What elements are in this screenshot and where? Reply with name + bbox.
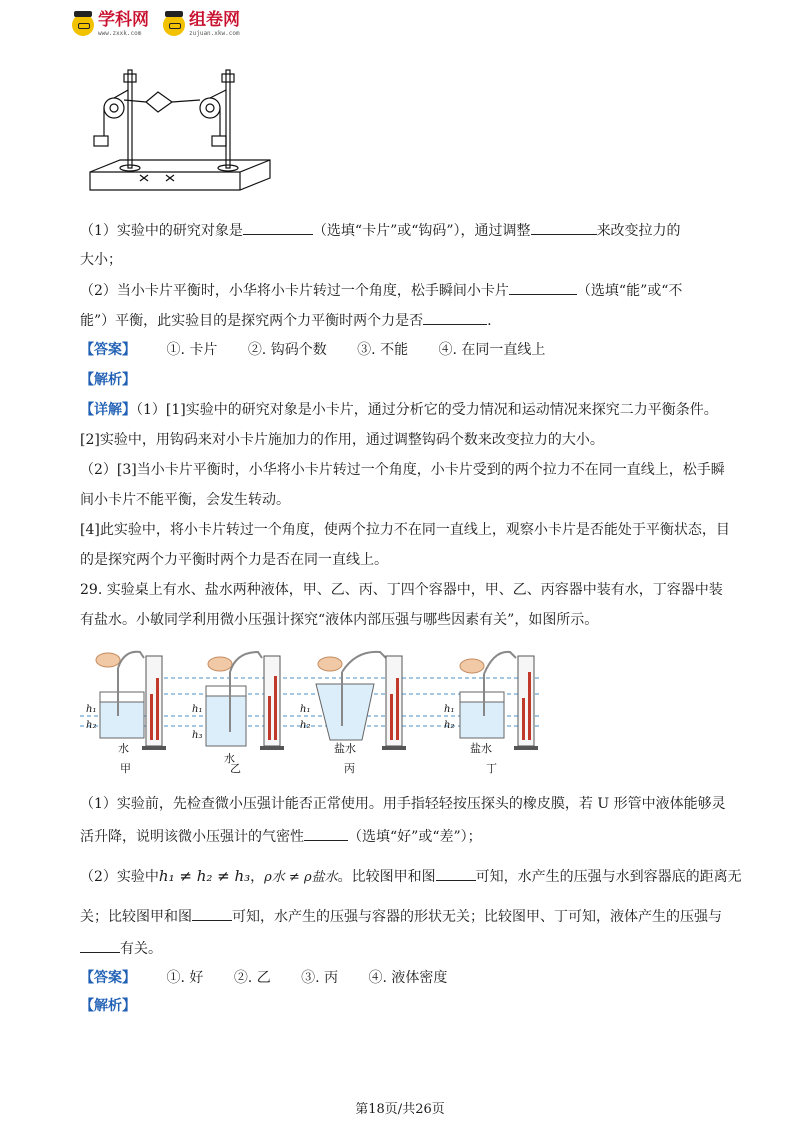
h2-label: h₂ — [86, 720, 97, 731]
q28-p2-text-c: 能”）平衡，此实验目的是探究两个力平衡时两个力是否 — [80, 313, 424, 329]
h1-label: h₁ — [192, 704, 203, 715]
figure-label: 丁 — [486, 762, 497, 775]
q29-p2-text-c: 可知，水产生的压强与水到容器底的距离无 — [475, 869, 742, 885]
q29-p2-text-b: 。比较图甲和图 — [337, 869, 436, 885]
figure-label: 乙 — [230, 762, 241, 775]
q29-p3-text-b: 可知，水产生的压强与容器的形状无关；比较图甲、丁可知，液体产生的压强与 — [232, 909, 722, 925]
answer-item: ①. 好 — [166, 970, 204, 986]
q29-p1-text-b: 活升降，说明该微小压强计的气密性 — [80, 829, 304, 845]
h2-label: h₂ — [444, 720, 455, 731]
q29-stem: 有盐水。小敏同学利用微小压强计探究“液体内部压强与哪些因素有关”，如图所示。 — [80, 612, 599, 628]
logo-name: 学科网 — [98, 10, 149, 30]
q29-p2-sep: ， — [250, 869, 265, 885]
detail-text: 间小卡片不能平衡，会发生转动。 — [80, 492, 290, 508]
q29-stem: 29. 实验桌上有水、盐水两种液体，甲、乙、丙、丁四个容器中，甲、乙、丙容器中装有水，丁容器中装 — [80, 582, 723, 598]
h1-label: h₁ — [86, 704, 97, 715]
q29-p3-text-a: 关；比较图甲和图 — [80, 909, 192, 925]
liquid-label: 盐水 — [470, 742, 492, 755]
q28-p1-text-d: 大小； — [80, 252, 122, 268]
logo-face-icon — [72, 14, 94, 36]
answer-item: ②. 乙 — [233, 970, 271, 986]
detail-text: [4]此实验中，将小卡片转过一个角度，使两个拉力不在同一直线上，观察小卡片是否能处于平衡状态，目 — [80, 522, 730, 538]
logo-url: www.zxxk.com — [98, 30, 142, 37]
answer-item: ④. 液体密度 — [368, 970, 448, 986]
q29-blank-2[interactable] — [436, 866, 476, 881]
logo-name: 组卷网 — [189, 10, 240, 30]
detail-tag: 【详解】 — [80, 402, 136, 418]
q29-p2-text-a: （2）实验中 — [80, 869, 159, 885]
q28-p2-text-b: （选填“能”或“不 — [576, 283, 683, 299]
q29-blank-4[interactable] — [80, 938, 120, 953]
logo-url: zujuan.xkw.com — [189, 30, 240, 37]
q29-p1-text-a: （1）实验前，先检查微小压强计能否正常使用。用手指轻轻按压探头的橡皮膜，若 U 形管中液体能够灵 — [80, 796, 726, 812]
answer-item: ④. 在同一直线上 — [438, 342, 546, 358]
q28-p1-text-b: （选填“卡片”或“钩码”），通过调整 — [312, 223, 531, 239]
logo-xkw — [72, 12, 149, 37]
detail-text: [2]实验中，用钩码来对小卡片施加力的作用，通过调整钩码个数来改变拉力的大小。 — [80, 432, 604, 448]
q29-p1-text-c: （选填“好”或“差”）； — [348, 829, 482, 845]
math-h-inequality: h₁ ≠ h₂ ≠ h₃ — [158, 867, 251, 885]
q28-p2-text-a: （2）当小卡片平衡时，小华将小卡片转过一个角度，松手瞬间小卡片 — [80, 283, 509, 299]
q28-blank-4[interactable] — [423, 310, 487, 325]
pressure-gauge-figure — [80, 648, 560, 778]
h1-label: h₁ — [444, 704, 455, 715]
q28-p2-text-d: . — [487, 313, 492, 329]
logo-zujuan — [163, 12, 240, 37]
liquid-label: 水 — [224, 752, 235, 765]
logo-face-icon — [163, 14, 185, 36]
q28-blank-3[interactable] — [509, 280, 577, 295]
h2-label: h₂ — [300, 720, 311, 731]
answer-tag: 【答案】 — [80, 970, 136, 986]
q29-blank-3[interactable] — [192, 906, 232, 921]
math-rho-inequality: ρ水 ≠ ρ盐水 — [264, 870, 338, 885]
detail-text: （2）[3]当小卡片平衡时，小华将小卡片转过一个角度，小卡片受到的两个拉力不在同一直线上，松手瞬 — [80, 462, 725, 478]
answer-item: ①. 卡片 — [166, 342, 218, 358]
q28-p1-text-a: （1）实验中的研究对象是 — [80, 223, 243, 239]
figure-label: 甲 — [120, 762, 131, 775]
h3-label: h₃ — [192, 730, 203, 741]
answer-tag: 【答案】 — [80, 342, 136, 358]
figure-label: 丙 — [344, 762, 355, 775]
liquid-label: 盐水 — [334, 742, 356, 755]
card-balance-apparatus-figure — [80, 60, 280, 200]
detail-text: （1）[1]实验中的研究对象是小卡片，通过分析它的受力情况和运动情况来探究二力平衡条件。 — [136, 402, 718, 418]
answer-item: ②. 钩码个数 — [247, 342, 327, 358]
liquid-label: 水 — [118, 742, 129, 755]
header-logos — [72, 12, 240, 37]
q28-blank-1[interactable] — [243, 220, 313, 235]
q28-p1-text-c: 来改变拉力的 — [596, 223, 681, 239]
answer-item: ③. 不能 — [357, 342, 409, 358]
analysis-tag: 【解析】 — [80, 372, 136, 388]
q29-answer-row — [80, 968, 720, 988]
answer-item: ③. 丙 — [301, 970, 339, 986]
analysis-tag: 【解析】 — [80, 998, 136, 1014]
h1-label: h₁ — [300, 704, 311, 715]
q28-answer-row — [80, 340, 720, 360]
page-number: 第18页/共26页 — [355, 1102, 445, 1117]
q29-blank-1[interactable] — [304, 826, 348, 841]
q29-p4-text: 有关。 — [120, 941, 162, 957]
detail-text: 的是探究两个力平衡时两个力是否在同一直线上。 — [80, 552, 388, 568]
q28-blank-2[interactable] — [531, 220, 597, 235]
